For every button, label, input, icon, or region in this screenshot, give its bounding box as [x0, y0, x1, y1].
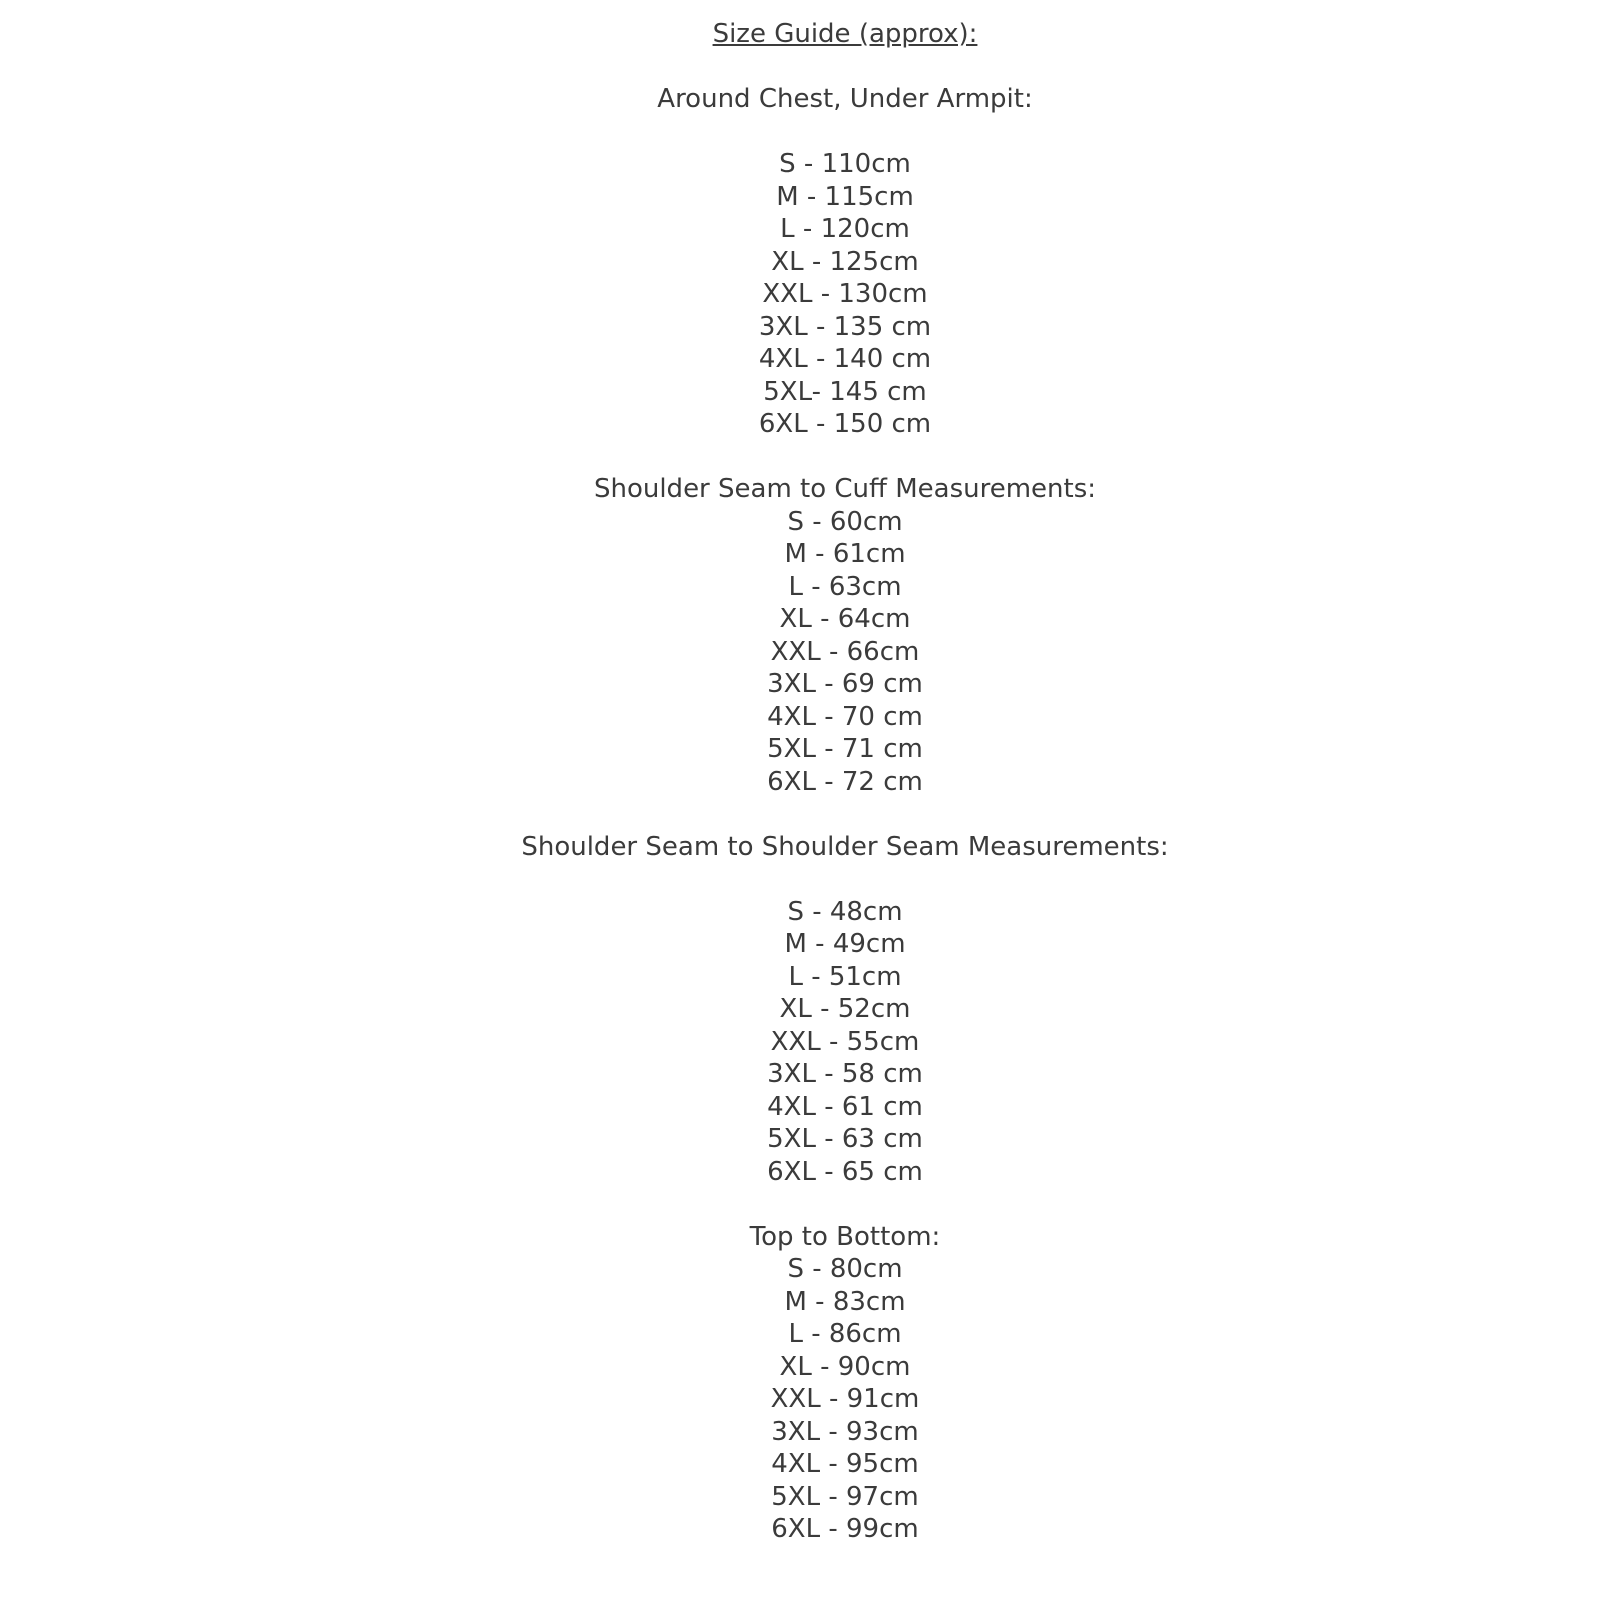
size-row: L - 51cm: [788, 961, 902, 992]
size-row: 4XL - 95cm: [771, 1449, 919, 1479]
size-row: M - 61cm: [784, 539, 906, 569]
size-row: 6XL - 99cm: [771, 1514, 919, 1544]
size-row: 4XL - 140 cm: [758, 344, 932, 374]
size-row: XL - 52cm: [779, 994, 911, 1024]
section-heading: Shoulder Seam to Shoulder Seam Measurements:: [521, 831, 1169, 862]
section-rows: [90, 148, 1600, 441]
size-row: L - 63cm: [788, 571, 902, 602]
size-row: 5XL - 71 cm: [767, 734, 923, 764]
size-row: 4XL - 70 cm: [767, 701, 923, 732]
size-row: XXL - 55cm: [770, 1026, 920, 1057]
size-row: S - 48cm: [787, 896, 903, 927]
size-row: XL - 64cm: [779, 604, 911, 634]
section-heading: Shoulder Seam to Cuff Measurements:: [593, 474, 1097, 504]
section-rows: [90, 1253, 1600, 1546]
size-row: XL - 125cm: [771, 246, 919, 277]
size-section: [90, 1221, 1600, 1546]
page-title: Size Guide (approx):: [712, 19, 978, 49]
size-row: 5XL - 63 cm: [767, 1124, 923, 1154]
size-row: 6XL - 65 cm: [767, 1156, 923, 1187]
size-row: 3XL - 93cm: [771, 1416, 919, 1447]
size-row: S - 80cm: [787, 1254, 903, 1284]
size-row: XL - 90cm: [779, 1351, 911, 1382]
size-section: [90, 831, 1600, 1189]
size-row: 6XL - 150 cm: [758, 409, 932, 439]
size-row: L - 86cm: [788, 1319, 902, 1349]
size-row: 5XL - 97cm: [771, 1481, 919, 1512]
size-row: XXL - 130cm: [762, 279, 928, 309]
section-rows: [90, 506, 1600, 799]
size-row: L - 120cm: [780, 214, 910, 244]
size-row: S - 60cm: [787, 506, 903, 537]
section-heading: Around Chest, Under Armpit:: [657, 84, 1033, 114]
size-row: S - 110cm: [779, 149, 911, 179]
section-heading: Top to Bottom:: [749, 1221, 941, 1252]
size-section: [90, 83, 1600, 441]
section-rows: [90, 896, 1600, 1189]
size-row: M - 49cm: [784, 929, 906, 959]
size-sections: [90, 83, 1600, 1546]
size-row: 4XL - 61 cm: [767, 1091, 923, 1122]
size-row: 6XL - 72 cm: [767, 766, 923, 797]
size-row: 3XL - 135 cm: [758, 311, 932, 342]
size-row: XXL - 66cm: [770, 636, 920, 667]
size-row: 3XL - 69 cm: [767, 669, 923, 699]
size-section: [90, 473, 1600, 798]
size-row: 3XL - 58 cm: [767, 1059, 923, 1089]
size-row: XXL - 91cm: [770, 1384, 920, 1414]
size-row: M - 83cm: [784, 1286, 906, 1317]
size-row: 5XL- 145 cm: [763, 376, 927, 407]
size-row: M - 115cm: [776, 181, 914, 212]
